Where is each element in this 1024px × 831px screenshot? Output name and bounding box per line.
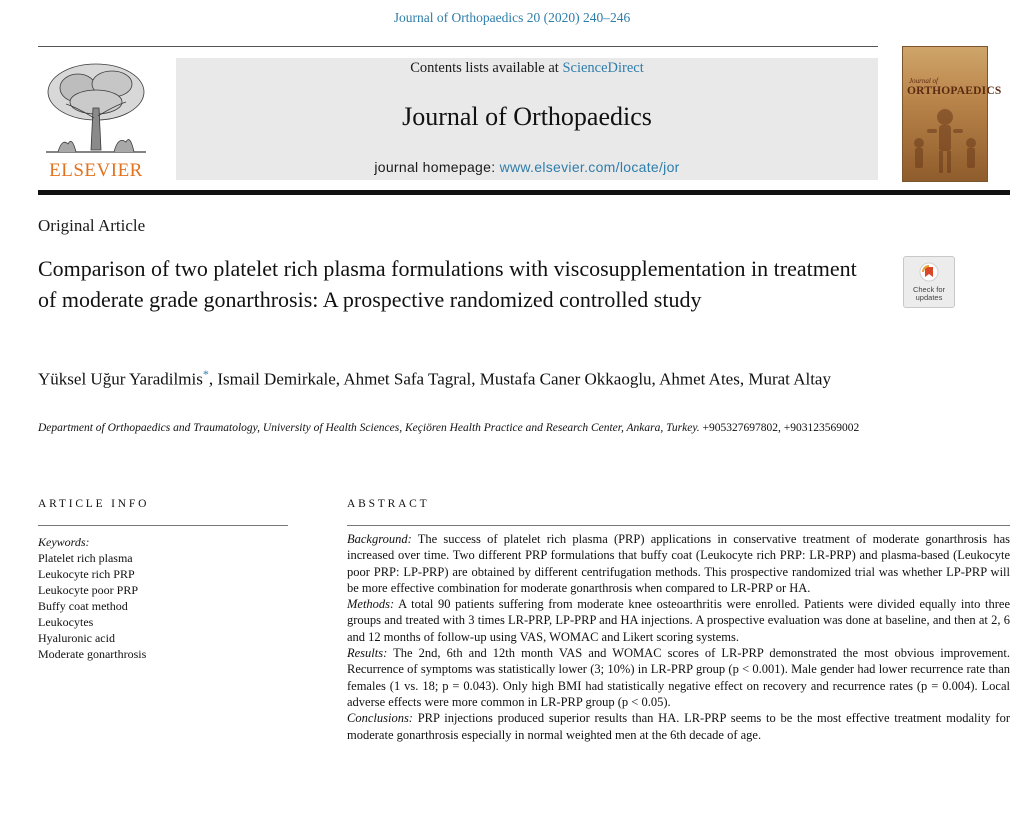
- keywords-label: Keywords:: [38, 535, 90, 549]
- author-list: [38, 362, 858, 392]
- abstract-body: [347, 531, 1010, 743]
- affiliation-phones: +905327697802, +903123569002: [699, 422, 860, 434]
- cover-title-big: ORTHOPAEDICS: [907, 85, 1002, 97]
- affiliation: [38, 420, 868, 436]
- header-thick-divider: [38, 190, 1010, 195]
- article-type: Original Article: [38, 216, 146, 235]
- cover-title-small: Journal of: [909, 77, 938, 85]
- check-updates-label-1: Check for: [912, 285, 946, 294]
- article-title: Comparison of two platelet rich plasma formulations with viscosupplementation in treatment of moderate grade gonarthrosis: A prospective randomized controlled study: [38, 256, 857, 312]
- check-updates-label: [904, 286, 954, 302]
- other-authors: , Ismail Demirkale, Ahmet Safa Tagral, Mustafa Caner Okkaoglu, Ahmet Ates, Murat Altay: [208, 369, 831, 389]
- keyword-item: Hyaluronic acid: [38, 631, 115, 645]
- keyword-item: Platelet rich plasma: [38, 551, 133, 565]
- abstract-section-label: Background:: [347, 532, 412, 546]
- article-info-divider: [38, 525, 288, 526]
- check-for-updates-button[interactable]: [903, 256, 955, 308]
- top-divider: [38, 46, 878, 47]
- abstract-section-text: The 2nd, 6th and 12th month VAS and WOMAC scores of LR-PRP demonstrated the most obvious improvement. Recurrence of symptoms was statistically lower (3; 10%) in LR-PRP group (p < 0.001). Male gender had lower recurrence rate than females (1 vs. 18; p = 0.043). Only high BMI had statistically negative effect on recovery and recurrence rates (p = 0.004). Local adverse effects were more common in LR-PRP group (p < 0.05).: [347, 646, 1010, 709]
- abstract-section-label: Conclusions:: [347, 711, 413, 726]
- abstract-conclusions: [347, 710, 1010, 743]
- homepage-link[interactable]: www.elsevier.com/locate/jor: [499, 159, 680, 175]
- check-updates-label-2: updates: [915, 293, 943, 302]
- article-info-heading: ARTICLE INFO: [38, 498, 150, 510]
- abstract-section-text: The success of platelet rich plasma (PRP) applications in conservative treatment of moderate gonarthrosis has increased over time. Two different PRP formulations that buffy coat (Leukocyte rich PRP: LR-PRP) and plasma-based (Leukocyte poor PRP: LP-PRP) are obtained by different centrifugation methods. This prospective randomized trial was whether LP-PRP will be more effective combination for moderate gonarthrosis when compared to LR-PRP or HA.: [347, 532, 1010, 595]
- corresponding-author-mark[interactable]: *: [202, 367, 209, 381]
- abstract-section-text: PRP injections produced superior results than HA. LR-PRP seems to be the most effective treatment modality for moderate gonarthrosis especially in normal weighted men at the 6th decade of age.: [347, 711, 1010, 742]
- keywords-list: [38, 550, 146, 662]
- keyword-item: Leukocytes: [38, 615, 94, 629]
- journal-title: Journal of Orthopaedics: [402, 102, 652, 131]
- abstract-methods: [347, 596, 1010, 645]
- contents-line: [176, 60, 878, 77]
- sciencedirect-link[interactable]: ScienceDirect: [562, 60, 644, 76]
- keyword-item: Moderate gonarthrosis: [38, 647, 147, 661]
- abstract-results: [347, 645, 1010, 710]
- journal-reference[interactable]: Journal of Orthopaedics 20 (2020) 240–246: [393, 10, 631, 25]
- affiliation-text: Department of Orthopaedics and Traumatology, University of Health Sciences, Keçiören Health Practice and Research Center, Ankara, Turkey.: [38, 422, 700, 434]
- abstract-background: [347, 531, 1010, 596]
- abstract-divider: [347, 525, 1010, 526]
- check-updates-icon: [919, 262, 939, 282]
- elsevier-logo: [38, 58, 154, 182]
- cover-figure-icon: [903, 47, 987, 181]
- keyword-item: Buffy coat method: [38, 599, 128, 613]
- elsevier-tree-icon: [38, 58, 154, 158]
- first-author[interactable]: Yüksel Uğur Yaradilmis: [38, 369, 203, 389]
- abstract-section-label: Methods:: [347, 597, 395, 612]
- contents-prefix: Contents lists available at: [410, 60, 563, 76]
- abstract-heading: ABSTRACT: [347, 498, 430, 510]
- keyword-item: Leukocyte rich PRP: [38, 567, 135, 581]
- abstract-section-label: Results:: [347, 646, 388, 661]
- elsevier-wordmark: ELSEVIER: [49, 160, 143, 181]
- homepage-line: [176, 159, 878, 175]
- homepage-prefix: journal homepage:: [374, 159, 500, 175]
- abstract-section-text: A total 90 patients suffering from moderate knee osteoarthritis were enrolled. Patients were divided equally into three groups and treated with 3 times LR-PRP, LP-PRP and HA injections. A prospective evaluation was done at baseline, and then at 2, 6 and 12 months of follow-up using VAS, WOMAC and Likert scoring systems.: [347, 597, 1010, 644]
- masthead: [176, 58, 878, 180]
- keyword-item: Leukocyte poor PRP: [38, 583, 138, 597]
- journal-cover-thumbnail[interactable]: [902, 46, 1002, 182]
